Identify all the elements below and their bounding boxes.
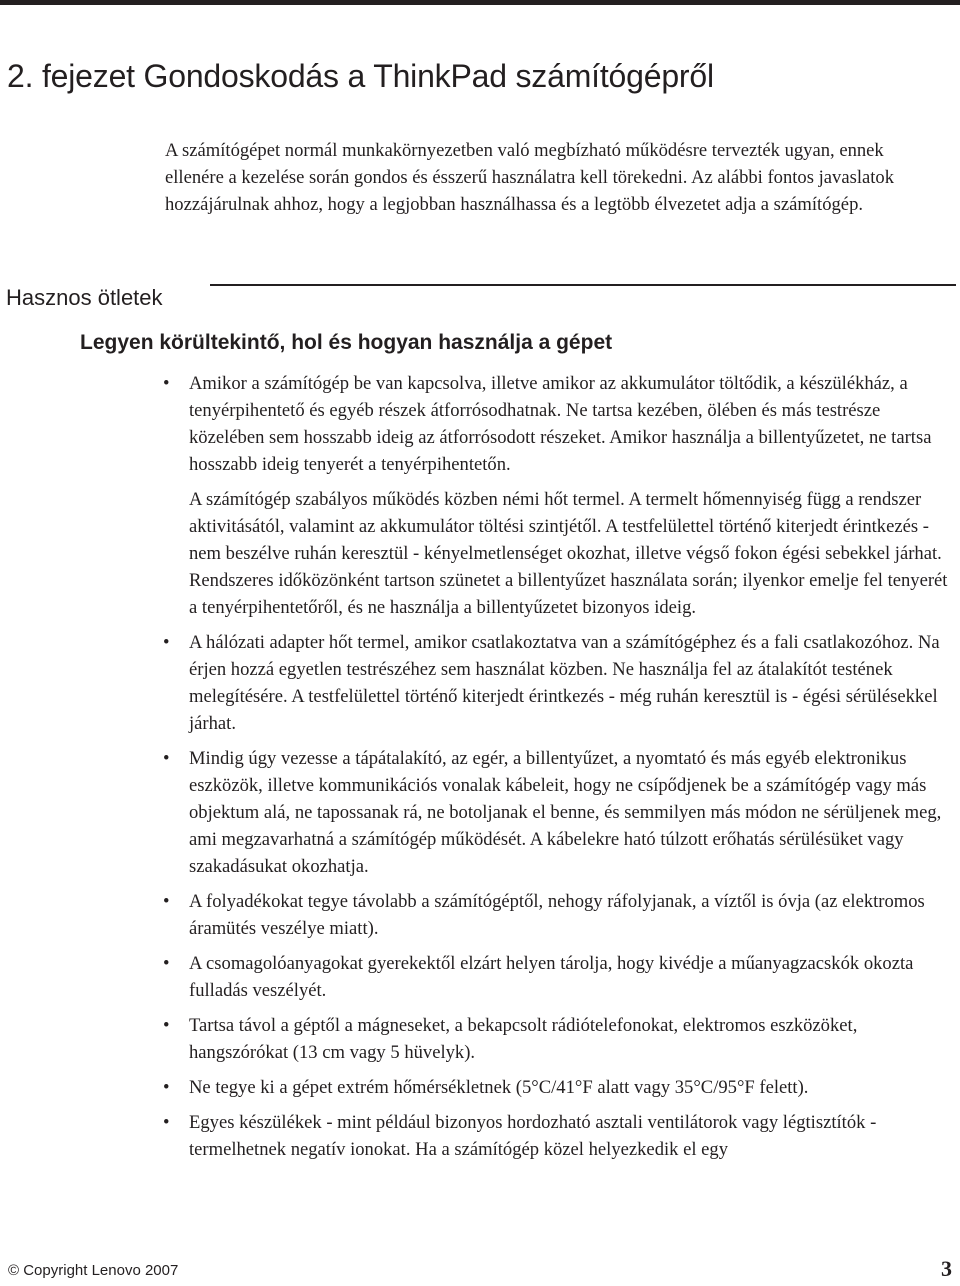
list-item-text: A csomagolóanyagokat gyerekektől elzárt helyen tárolja, hogy kivédje a műanyagzacskók okozta fulladás veszélyét.	[189, 953, 914, 1001]
list-item-text: Egyes készülékek - mint például bizonyos hordozható asztali ventilátorok vagy légtisztítók - termelhetnek negatív ionokat. Ha a számítógép közel helyezkedik el egy	[189, 1112, 877, 1160]
bullet-icon: •	[163, 373, 170, 394]
list-item-text: A folyadékokat tegye távolabb a számítógéptől, nehogy ráfolyjanak, a víztől is óvja (az elektromos áramütés veszélye miatt).	[189, 891, 925, 939]
list-item	[160, 629, 950, 737]
list-item-text: A számítógép szabályos működés közben némi hőt termel. A termelt hőmennyiség függ a rendszer aktivitásától, valamint az akkumulátor töltési szintjétől. A testfelülettel történő kiterjedt érintkezés - nem beszélve ruhán keresztül - kényelmetlenséget okozhat, illetve végső fokon égési sebekkel járhat. Rendszeres időközönként tartson szünetet a billentyűzet használata során; ilyenkor emelje fel tenyerét a tenyérpihentetőről, és ne használja a billentyűzetet bizonyos ideig.	[189, 489, 948, 618]
list-item	[160, 370, 950, 621]
top-rule	[0, 0, 960, 5]
bullet-icon: •	[163, 1112, 170, 1133]
bullet-icon: •	[163, 632, 170, 653]
section-rule	[210, 284, 956, 286]
section-title: Hasznos ötletek	[6, 285, 163, 310]
list-item	[160, 950, 950, 1004]
page-number: 3	[941, 1256, 952, 1281]
intro-paragraph: A számítógépet normál munkakörnyezetben való megbízható működésre tervezték ugyan, ennek ellenére a kezelése során gondos és ésszerű használatra kell törekedni. Az alábbi fontos javaslatok hozzájárulnak ahhoz, hogy a legjobban használhassa és a legtöbb élvezetet adja a számítógép.	[165, 140, 894, 215]
list-item-text: Tartsa távol a géptől a mágneseket, a bekapcsolt rádiótelefonokat, elektromos eszközöket, hangszórókat (13 cm vagy 5 hüvelyk).	[189, 1015, 858, 1063]
subsection-title: Legyen körültekintő, hol és hogyan használja a gépet	[80, 331, 613, 354]
list-item-text: A hálózati adapter hőt termel, amikor csatlakoztatva van a számítógéphez és a fali csatlakozóhoz. Na érjen hozzá egyetlen testrészéhez sem használat közben. Ne használja fel az átalakítót testének melegítésére. A testfelülettel történő kiterjedt érintkezés - még ruhán keresztül is - égési sérülésekkel járhat.	[189, 632, 940, 734]
copyright-notice: © Copyright Lenovo 2007	[8, 1262, 179, 1279]
bullet-icon: •	[163, 953, 170, 974]
bullet-icon: •	[163, 891, 170, 912]
list-item-text: Amikor a számítógép be van kapcsolva, illetve amikor az akkumulátor töltődik, a készülékház, a tenyérpihentető és egyéb részek átforrósodhatnak. Ne tartsa kezében, ölében és más testrésze közelében sem hosszabb ideig az átforrósodott részeket. Amikor használja a billentyűzetet, ne tartsa hosszabb ideig tenyerét a tenyérpihentetőn.	[189, 373, 932, 475]
tips-list	[160, 370, 950, 1171]
chapter-title: 2. fejezet Gondoskodás a ThinkPad számítógépről	[7, 58, 714, 94]
list-item-text: Mindig úgy vezesse a tápátalakító, az egér, a billentyűzet, a nyomtató és más egyéb elektronikus eszközök, illetve kommunikációs vonalak kábeleit, hogy ne csípődjenek be a számítógép vagy más objektum alá, ne tapossanak rá, ne botoljanak el benne, és semmilyen más módon ne sérüljenek meg, ami megzavarhatná a számítógép működését. A kábelekre ható túlzott erőhatás sérülésüket vagy szakadásukat okozhatja.	[189, 748, 942, 877]
list-item	[160, 888, 950, 942]
bullet-icon: •	[163, 1077, 170, 1098]
bullet-icon: •	[163, 1015, 170, 1036]
bullet-icon: •	[163, 748, 170, 769]
list-item	[160, 1109, 950, 1163]
list-item	[160, 745, 950, 880]
list-item	[160, 1074, 950, 1101]
list-item	[160, 1012, 950, 1066]
list-item-text: Ne tegye ki a gépet extrém hőmérsékletnek (5°C/41°F alatt vagy 35°C/95°F felett).	[189, 1077, 809, 1098]
